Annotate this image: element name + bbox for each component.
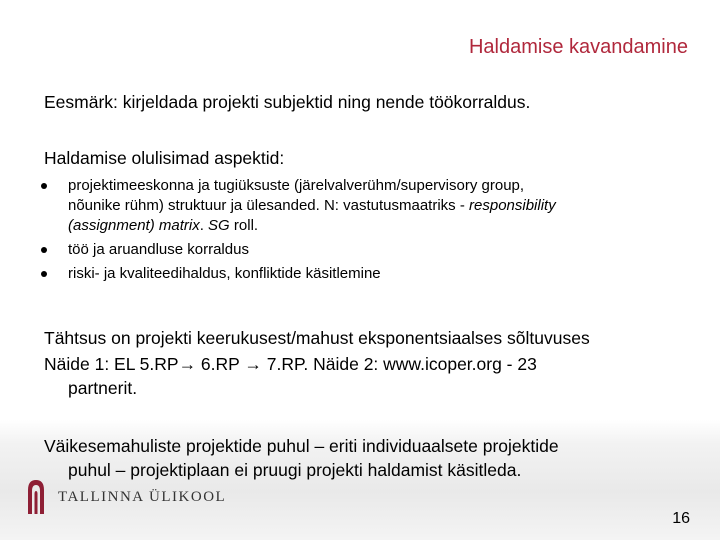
logo-text: TALLINNA ÜLIKOOL [58,488,227,505]
small-projects-text-line-2: puhul – projektiplaan ei pruugi projekti haldamist käsitleda. [68,460,522,480]
bullet-3-text: riski- ja kvaliteedihaldus, konfliktide käsitlemine [68,265,381,282]
bullet-1-line-3 [68,216,670,236]
list-item [30,176,670,236]
university-arch-icon [26,478,46,516]
slide-title: Haldamise kavandamine [468,36,688,58]
list-item [30,264,670,284]
bullet-1-line-1: projektimeeskonna ja tugiüksuste (järelvalverühm/supervisory group, [68,177,525,194]
bullet-1-line-2-italic: responsibility [469,197,556,214]
importance-text: Tähtsus on projekti keerukusest/mahust eksponentsiaalses sõltuvuses [44,328,590,348]
list-item [30,240,670,260]
bullet-2-text: töö ja aruandluse korraldus [68,241,249,258]
bullet-1-line-2-text: nõunike rühm) struktuur ja ülesanded. N: vastutusmaatriks - [68,197,470,214]
examples-text-line-2: partnerit. [68,378,138,398]
bullet-1-line-2 [68,196,670,216]
page-number: 16 [672,510,690,527]
bullet-dot-icon [41,183,47,189]
bullet-dot-icon [41,271,47,277]
bullet-1-line-3-mid: . [199,217,209,234]
university-logo [26,478,226,516]
bullet-1-line-3-italic: (assignment) matrix [68,217,200,234]
bullet-1-line-3-end: roll. [229,217,259,234]
bullet-dot-icon [41,247,47,253]
aspects-list [30,176,670,288]
bullet-1-line-3-italic-2: SG [208,217,230,234]
examples-text-line-1: Näide 1: EL 5.RP→ 6.RP → 7.RP. Näide 2: www.icoper.org - 23 [44,354,537,374]
aspects-heading: Haldamise olulisimad aspektid: [44,148,285,168]
goal-text: Eesmärk: kirjeldada projekti subjektid ning nende töökorraldus. [44,92,531,112]
small-projects-text-line-1: Väikesemahuliste projektide puhul – eriti individuaalsete projektide [44,436,559,456]
